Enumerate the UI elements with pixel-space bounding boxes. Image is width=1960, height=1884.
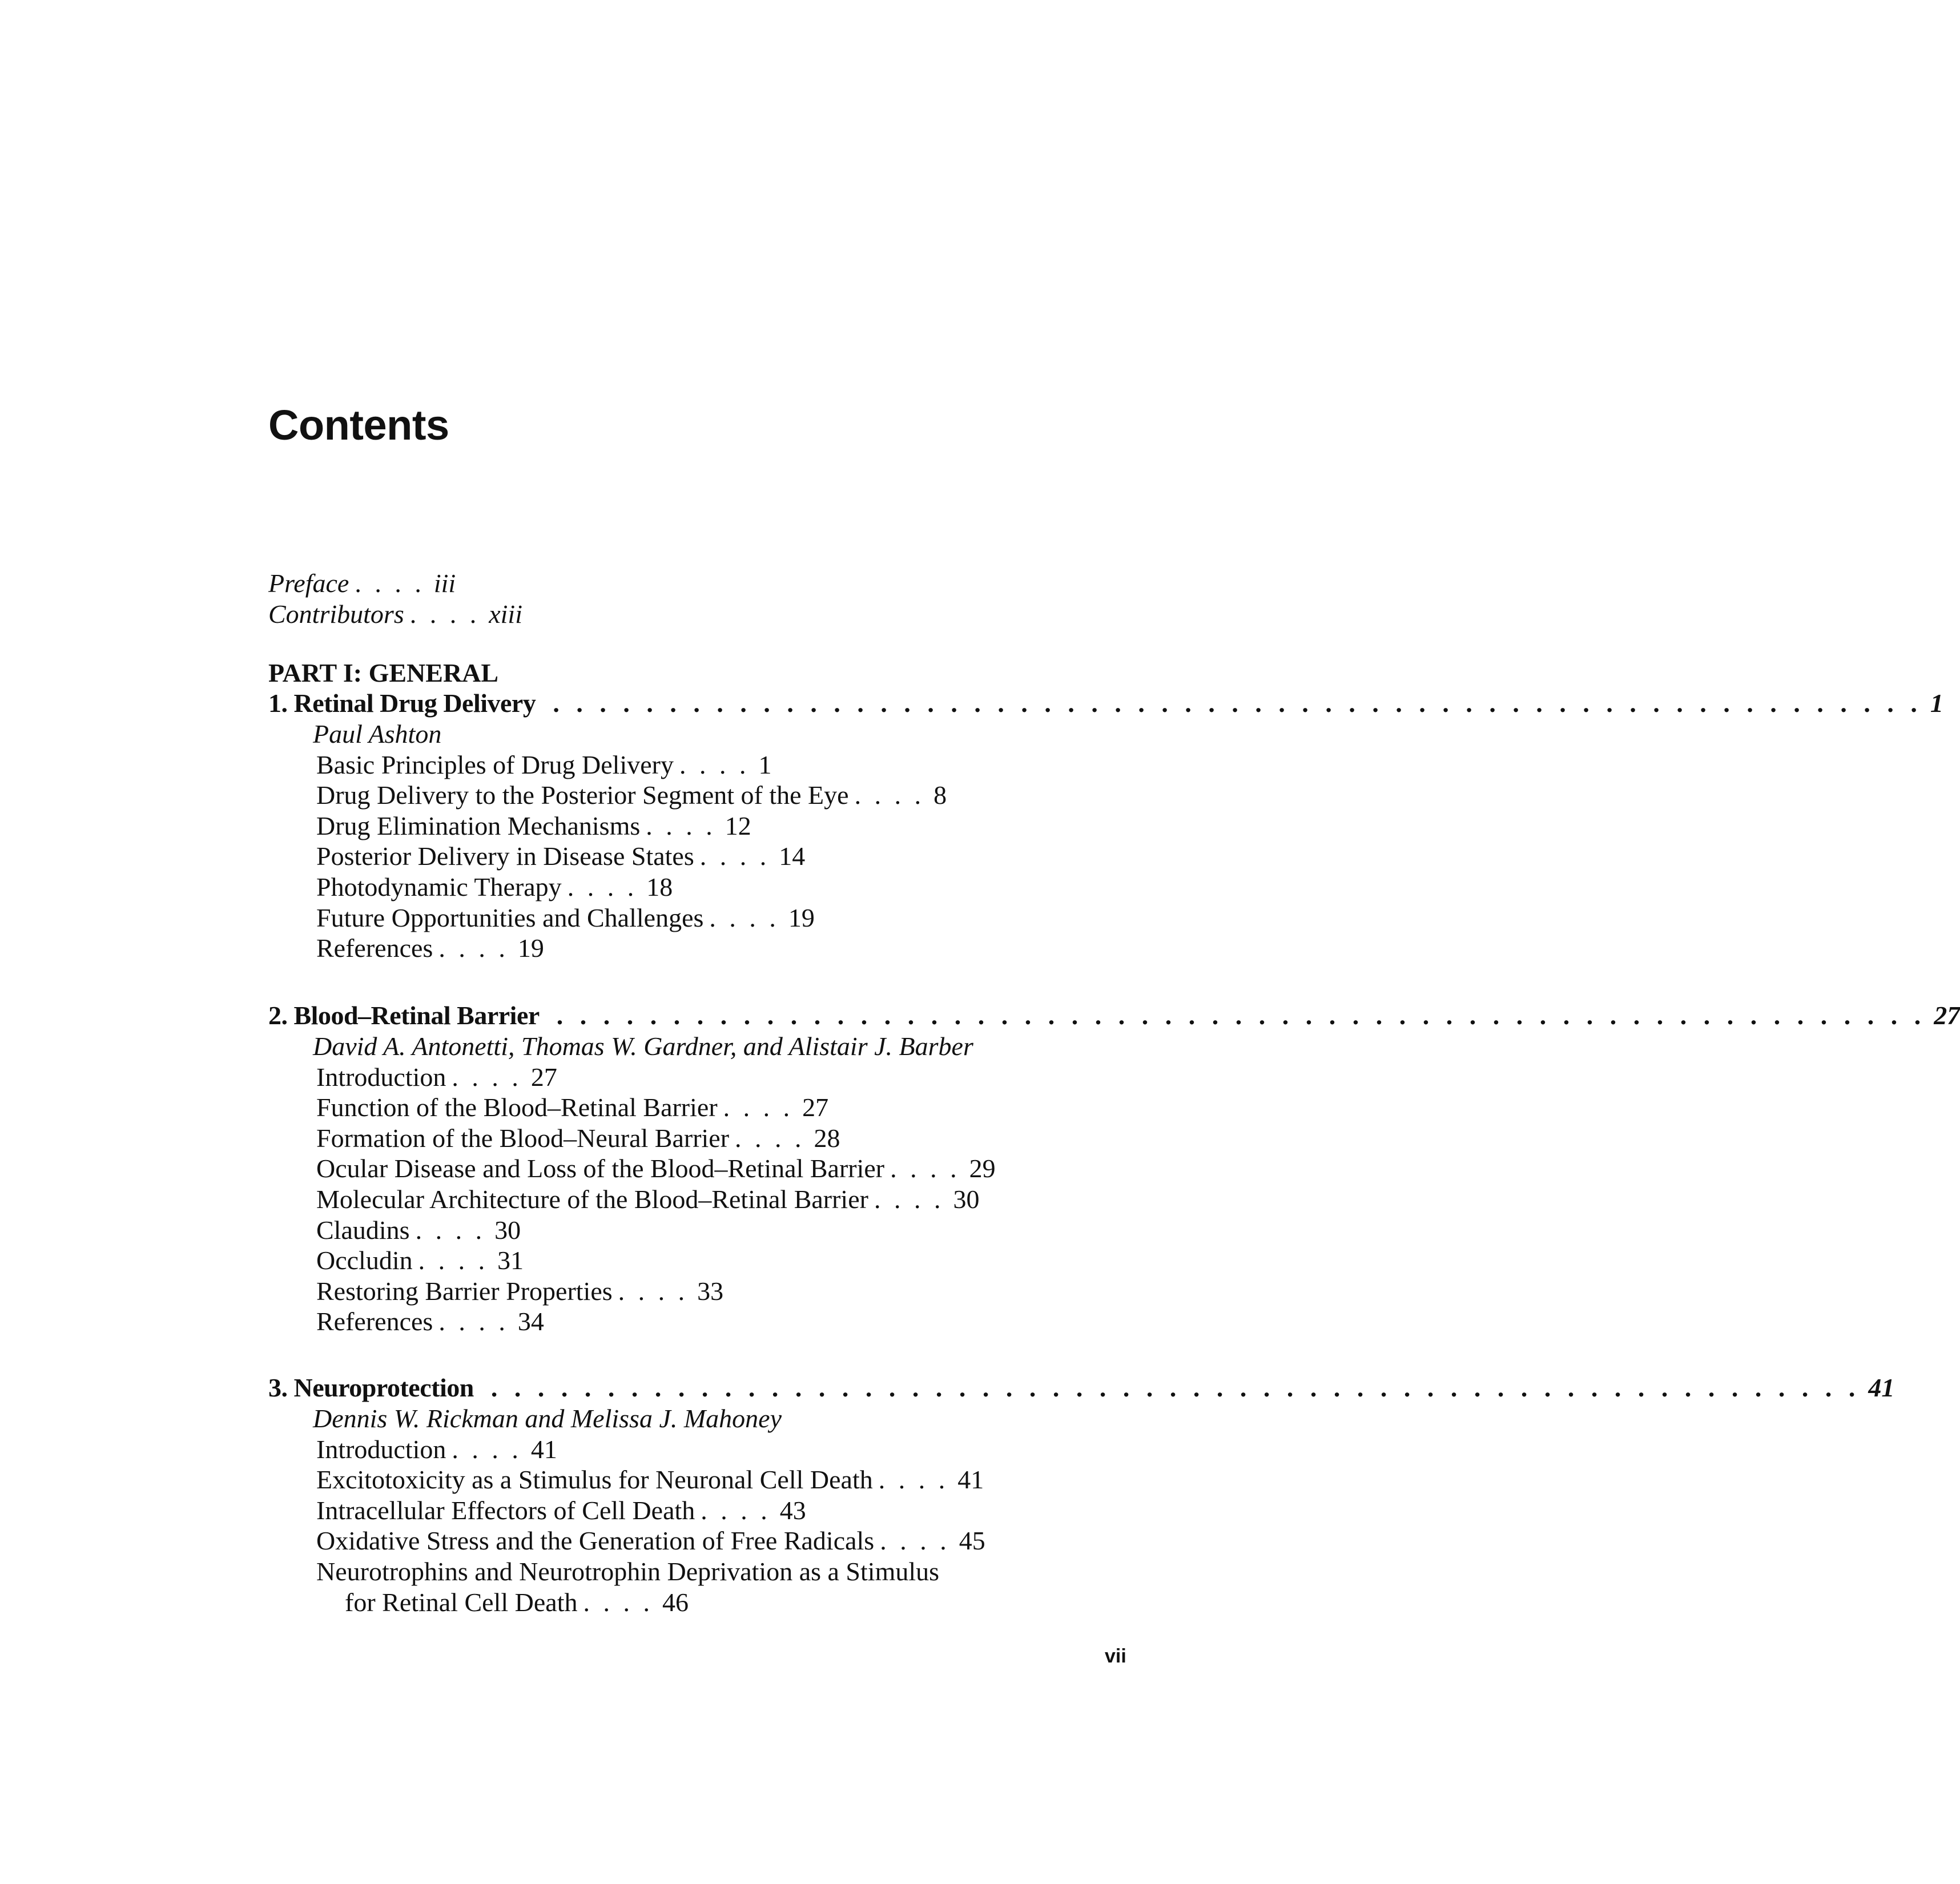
chapter-heading[interactable] — [268, 688, 1943, 719]
chapter-title: 2. Blood–Retinal Barrier — [268, 1001, 540, 1030]
section-page: 19 — [517, 933, 544, 963]
section-label: Posterior Delivery in Disease States — [316, 842, 694, 871]
entry-dots: . . . . — [355, 569, 425, 598]
section-entry[interactable] — [268, 1123, 1119, 1154]
section-label: Neurotrophins and Neurotrophin Deprivation as a Stimulus — [316, 1556, 940, 1586]
section-label: Excitotoxicity as a Stimulus for Neuronal Cell Death — [316, 1465, 873, 1495]
section-page: 18 — [646, 872, 673, 901]
section-page: 19 — [788, 903, 815, 932]
section-entry[interactable] — [268, 1245, 1119, 1276]
section-entry[interactable] — [268, 780, 1119, 811]
chapter-3 — [268, 1372, 1895, 1617]
chapter-1 — [268, 688, 1943, 964]
section-page: 12 — [725, 811, 751, 840]
chapter-page: 41 — [1868, 1373, 1895, 1402]
section-page: 41 — [957, 1465, 984, 1495]
section-entry[interactable] — [268, 750, 1119, 780]
section-dots: . . . . — [646, 811, 716, 840]
chapter-title: 1. Retinal Drug Delivery — [268, 689, 536, 718]
section-dots: . . . . — [709, 903, 779, 932]
entry-label: Preface — [268, 569, 349, 598]
section-entry[interactable] — [268, 1215, 1119, 1246]
page-title: Contents — [268, 401, 449, 449]
section-dots: . . . . — [723, 1093, 794, 1122]
section-page: 1 — [758, 750, 772, 779]
section-entry[interactable] — [268, 1464, 1119, 1495]
dot-leader: . . . . . . . . . . . . . . . . . . . . . . . . . . . . . . . . . . . . . . . . . . . . . . . . . . . . . . . . . . . — [490, 1373, 1861, 1402]
chapter-authors: Dennis W. Rickman and Melissa J. Mahoney — [313, 1404, 782, 1433]
chapter-heading[interactable] — [268, 1372, 1895, 1403]
section-label: Function of the Blood–Retinal Barrier — [316, 1093, 718, 1122]
section-label-continuation: for Retinal Cell Death — [345, 1587, 578, 1617]
section-page: 46 — [662, 1587, 689, 1617]
section-dots: . . . . — [618, 1276, 689, 1306]
section-entry[interactable] — [268, 1276, 1119, 1307]
section-entry[interactable] — [268, 1556, 1119, 1587]
dot-leader: . . . . . . . . . . . . . . . . . . . . . . . . . . . . . . . . . . . . . . . . . . . . . . . . . . . . . . . . . . . — [556, 1001, 1926, 1030]
section-label: Introduction — [316, 1434, 446, 1464]
chapter-page: 27 — [1934, 1001, 1960, 1030]
chapter-heading[interactable] — [268, 1000, 1960, 1031]
section-entry[interactable] — [268, 811, 1119, 842]
front-entry-preface[interactable] — [268, 568, 522, 599]
section-dots: . . . . — [567, 872, 638, 901]
section-dots: . . . . — [874, 1184, 944, 1214]
section-entry[interactable] — [268, 903, 1119, 933]
section-entry[interactable] — [268, 933, 1119, 964]
section-page: 27 — [530, 1062, 557, 1092]
section-page: 31 — [497, 1246, 524, 1275]
section-label: References — [316, 933, 433, 963]
section-dots: . . . . — [415, 1215, 486, 1245]
section-page: 30 — [953, 1184, 980, 1214]
section-page: 43 — [779, 1495, 806, 1525]
section-entry[interactable] — [268, 1434, 1119, 1465]
section-dots: . . . . — [452, 1434, 522, 1464]
section-label: Molecular Architecture of the Blood–Retinal Barrier — [316, 1184, 868, 1214]
section-dots: . . . . — [878, 1465, 949, 1495]
section-entry[interactable] — [268, 1153, 1119, 1184]
section-label: Basic Principles of Drug Delivery — [316, 750, 674, 779]
dot-leader: . . . . . . . . . . . . . . . . . . . . . . . . . . . . . . . . . . . . . . . . . . . . . . . . . . . . . . . . . . . — [553, 689, 1922, 718]
section-label: Photodynamic Therapy — [316, 872, 562, 901]
section-dots: . . . . — [452, 1062, 522, 1092]
section-entry[interactable] — [268, 841, 1119, 872]
chapter-2 — [268, 1000, 1960, 1337]
section-page: 33 — [697, 1276, 724, 1306]
section-label: Restoring Barrier Properties — [316, 1276, 613, 1306]
section-dots: . . . . — [701, 1495, 771, 1525]
section-label: Future Opportunities and Challenges — [316, 903, 704, 932]
section-dots: . . . . — [438, 933, 509, 963]
section-label: Intracellular Effectors of Cell Death — [316, 1495, 695, 1525]
section-page: 45 — [959, 1526, 985, 1556]
entry-dots: . . . . — [409, 599, 480, 629]
section-entry[interactable] — [268, 1062, 1119, 1093]
front-matter-list — [268, 568, 522, 630]
section-dots: . . . . — [583, 1587, 653, 1617]
section-dots: . . . . — [890, 1154, 960, 1183]
chapter-authors: Paul Ashton — [313, 719, 442, 748]
section-dots: . . . . — [880, 1526, 950, 1556]
section-entry[interactable] — [268, 1525, 1119, 1556]
chapter-authors: David A. Antonetti, Thomas W. Gardner, and Alistair J. Barber — [313, 1032, 973, 1061]
section-label: Ocular Disease and Loss of the Blood–Retinal Barrier — [316, 1154, 885, 1183]
section-label: Drug Delivery to the Posterior Segment of the Eye — [316, 780, 849, 810]
section-page: 30 — [494, 1215, 521, 1245]
section-dots: . . . . — [699, 842, 770, 871]
section-entry[interactable] — [268, 1184, 1119, 1215]
section-dots: . . . . — [438, 1307, 509, 1336]
section-label: Occludin — [316, 1246, 413, 1275]
entry-page: xiii — [489, 599, 522, 629]
section-label: Oxidative Stress and the Generation of Free Radicals — [316, 1526, 875, 1556]
front-entry-contributors[interactable] — [268, 599, 522, 630]
section-page: 14 — [779, 842, 806, 871]
section-page: 41 — [530, 1434, 557, 1464]
entry-page: iii — [433, 569, 456, 598]
section-page: 28 — [814, 1123, 840, 1153]
chapter-title: 3. Neuroprotection — [268, 1373, 474, 1402]
section-label: Formation of the Blood–Neural Barrier — [316, 1123, 730, 1153]
section-entry[interactable] — [268, 1092, 1119, 1123]
part-heading: PART I: GENERAL — [268, 658, 499, 687]
section-page: 8 — [933, 780, 947, 810]
section-label: Introduction — [316, 1062, 446, 1092]
section-dots: . . . . — [735, 1123, 805, 1153]
section-page: 34 — [517, 1307, 544, 1336]
section-dots: . . . . — [679, 750, 750, 779]
section-entry[interactable] — [268, 1495, 1119, 1526]
section-page: 27 — [802, 1093, 829, 1122]
section-label: References — [316, 1307, 433, 1336]
section-entry[interactable] — [268, 1306, 1119, 1337]
section-dots: . . . . — [854, 780, 925, 810]
section-dots: . . . . — [418, 1246, 489, 1275]
section-page: 29 — [969, 1154, 996, 1183]
entry-label: Contributors — [268, 599, 404, 629]
section-label: Claudins — [316, 1215, 410, 1245]
section-entry-continuation[interactable] — [268, 1587, 1119, 1618]
section-label: Drug Elimination Mechanisms — [316, 811, 641, 840]
chapter-page: 1 — [1930, 689, 1943, 718]
section-entry[interactable] — [268, 872, 1119, 903]
page-folio: vii — [1105, 1645, 1126, 1667]
